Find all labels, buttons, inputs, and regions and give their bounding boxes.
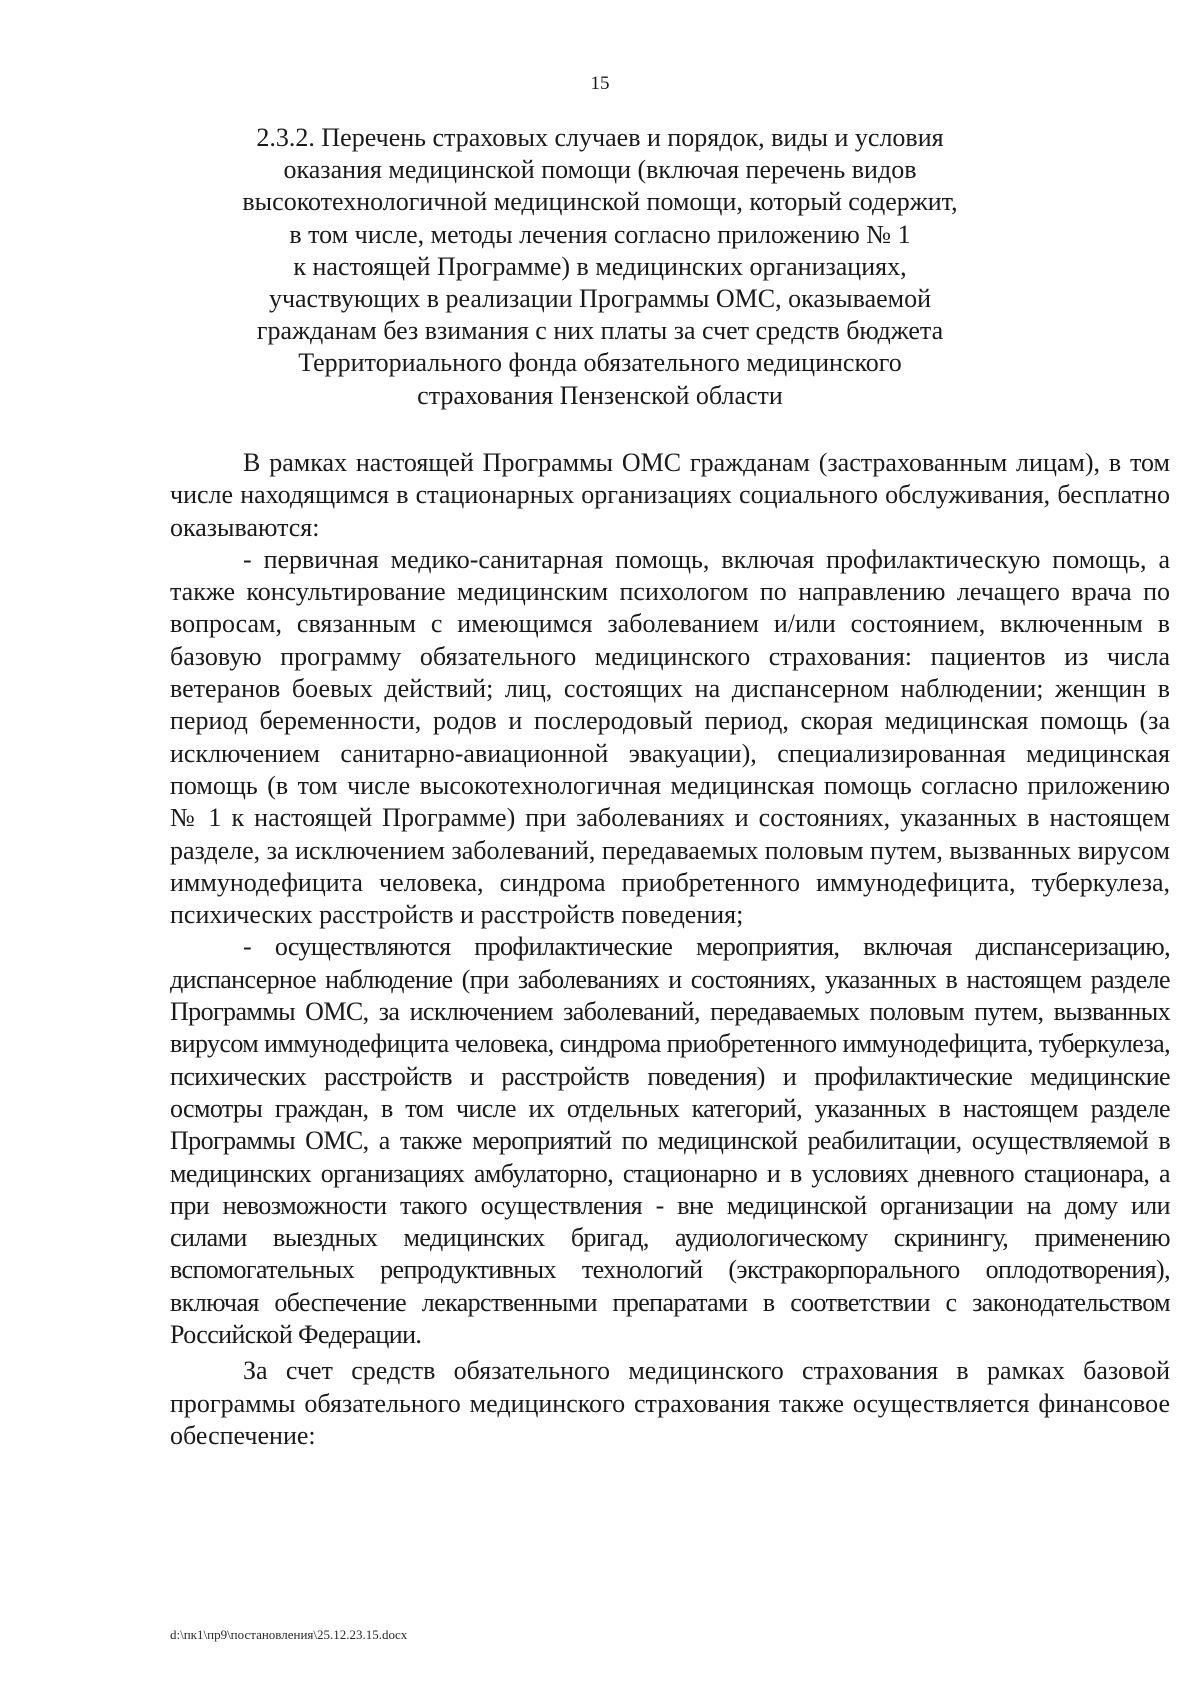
heading-line: оказания медицинской помощи (включая перечень видов	[283, 155, 917, 185]
list-item-preventive-measures: - осуществляются профилактические мероприятия, включая диспансеризацию, диспансерное наблюдение (при заболеваниях и состояниях, указанных в настоящем разделе Программы ОМС, за исключением заболеваний, передаваемых половым путем, вызванных вирусом иммунодефицита человека, синдрома приобретенного иммунодефицита, туберкулеза, психических расстройств и расстройств поведения) и профилактические медицинские осмотры граждан, в том числе их отдельных категорий, указанных в настоящем разделе Программы ОМС, а также мероприятий по медицинской реабилитации, осуществляемой в медицинских организациях амбулаторно, стационарно и в условиях дневного стационара, а при невозможности такого осуществления - вне медицинской организации на дому или силами выездных медицинских бригад, аудиологическому скринингу, применению вспомогательных репродуктивных технологий (экстракорпорального оплодотворения), включая обеспечение лекарственными препаратами в соответствии с законодательством Российской Федерации.	[170, 932, 1170, 1350]
list-item-primary-care: - первичная медико-санитарная помощь, включая профилактическую помощь, а также консультирование медицинским психологом по направлению лечащего врача по вопросам, связанным с имеющимся заболеванием и/или состоянием, включенным в базовую программу обязательного медицинского страхования: пациентов из числа ветеранов боевых действий; лиц, состоящих на диспансерном наблюдении; женщин в период беременности, родов и послеродовый период, скорая медицинская помощь (за исключением санитарно-авиационной эвакуации), специализированная медицинская помощь (в том числе высокотехнологичная медицинская помощь согласно приложению № 1 к настоящей Программе) при заболеваниях и состояниях, указанных в настоящем разделе, за исключением заболеваний, передаваемых половым путем, вызванных вирусом иммунодефицита человека, синдрома приобретенного иммунодефицита, туберкулеза, психических расстройств и расстройств поведения;	[170, 544, 1170, 930]
financing-paragraph: За счет средств обязательного медицинского страхования в рамках базовой программы обязательного медицинского страхования также осуществляется финансовое обеспечение:	[170, 1356, 1170, 1450]
heading-line: участвующих в реализации Программы ОМС, оказываемой	[268, 284, 932, 314]
section-heading	[230, 122, 970, 412]
body-text	[170, 447, 1170, 1452]
heading-line: страхования Пензенской области	[417, 380, 783, 410]
heading-line: к настоящей Программе) в медицинских организациях,	[293, 251, 907, 281]
page-number: 15	[590, 73, 610, 94]
heading-line: в том числе, методы лечения согласно приложению № 1	[289, 219, 911, 249]
heading-line: Территориального фонда обязательного медицинского	[298, 348, 902, 378]
heading-line: высокотехнологичной медицинской помощи, который содержит,	[242, 187, 958, 217]
intro-paragraph: В рамках настоящей Программы ОМС гражданам (застрахованным лицам), в том числе находящимся в стационарных организациях социального обслуживания, бесплатно оказываются:	[170, 448, 1170, 542]
heading-line: 2.3.2. Перечень страховых случаев и порядок, виды и условия	[256, 123, 944, 152]
footer-file-path: d:\пк1\пр9\постановления\25.12.23.15.docx	[170, 1627, 408, 1642]
heading-line: гражданам без взимания с них платы за счет средств бюджета	[256, 316, 944, 346]
